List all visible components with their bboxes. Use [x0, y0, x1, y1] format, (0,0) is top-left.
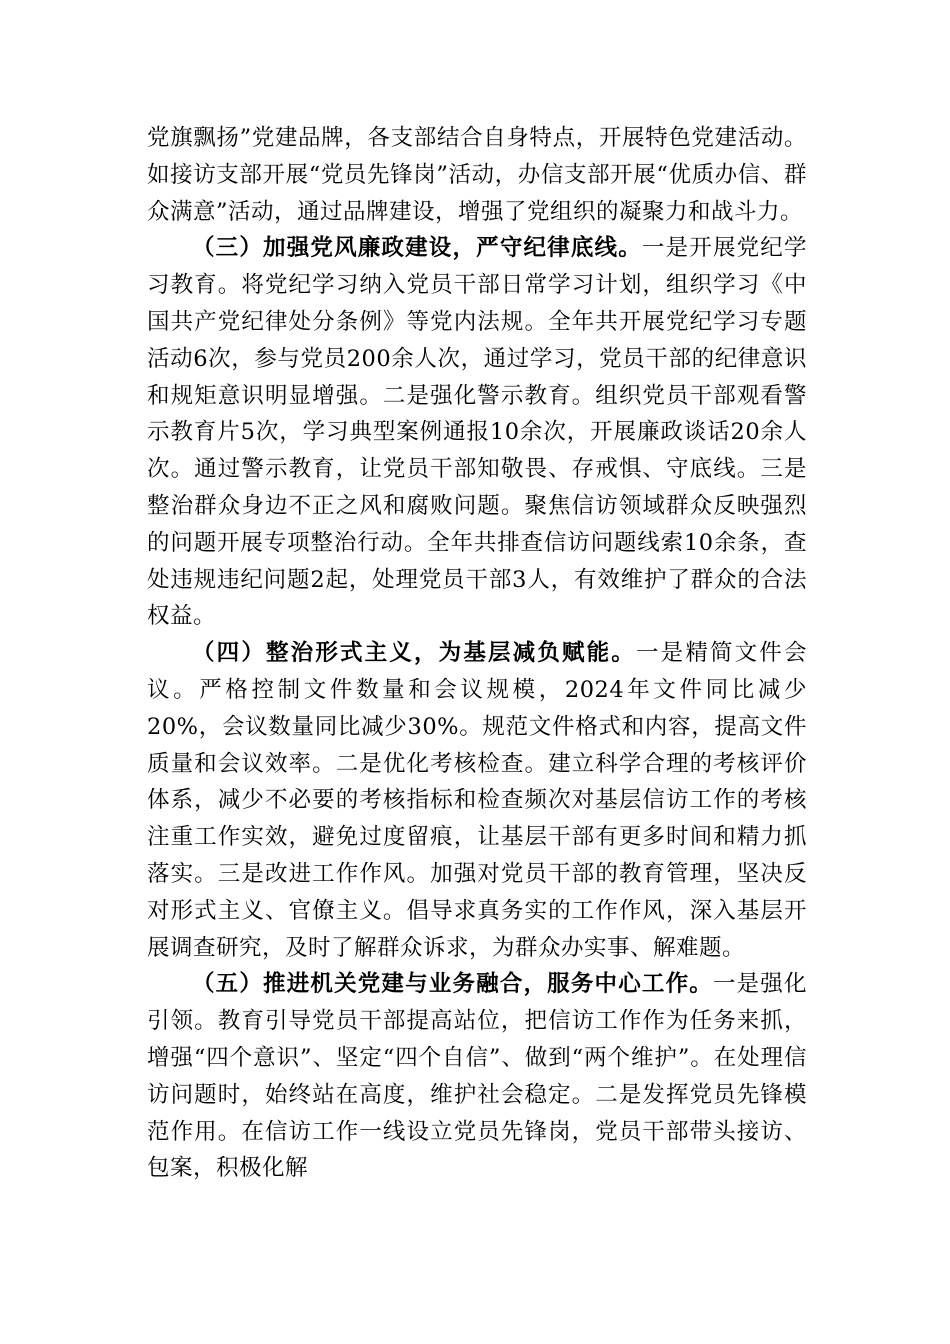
paragraph-party-brand	[147, 120, 807, 230]
paragraph-text: 一是开展党纪学习教育。将党纪学习纳入党员干部日常学习计划，组织学习《中国共产党纪律处分条例》等党内法规。全年共开展党纪学习专题活动6次，参与党员200余人次，通过学习，党员干部的纪律意识和规矩意识明显增强。二是强化警示教育。组织党员干部观看警示教育片5次，学习典型案例通报10余次，开展廉政谈话20余人次。通过警示教育，让党员干部知敬畏、存戒惧、守底线。三是整治群众身边不正之风和腐败问题。聚焦信访领域群众反映强烈的问题开展专项整治行动。全年共排查信访问题线索10余条，查处违规违纪问题2起，处理党员干部3人，有效维护了群众的合法权益。	[147, 235, 807, 630]
section-heading-5: （五）推进机关党建与业务融合，服务中心工作。	[192, 971, 713, 998]
paragraph-text: 一是精简文件会议。严格控制文件数量和会议规模，2024年文件同比减少20%，会议数量同比减少30%。规范文件格式和内容，提高文件质量和会议效率。二是优化考核检查。建立科学合理的考核评价体系，减少不必要的考核指标和检查频次对基层信访工作的考核注重工作实效，避免过度留痕，让基层干部有更多时间和精力抓落实。三是改进工作作风。加强对党员干部的教育管理，坚决反对形式主义、官僚主义。倡导求真务实的工作作风，深入基层开展调查研究，及时了解群众诉求，为群众办实事、解难题。	[147, 640, 807, 961]
paragraph-section-5	[147, 966, 807, 1187]
section-heading-4: （四）整治形式主义，为基层减负赋能。	[192, 640, 636, 667]
paragraph-text: 一是强化引领。教育引导党员干部提高站位，把信访工作作为任务来抓，增强“四个意识”、坚定“四个自信”、做到“两个维护”。在处理信访问题时，始终站在高度，维护社会稳定。二是发挥党员先锋模范作用。在信访工作一线设立党员先锋岗，党员干部带头接访、包案，积极化解	[147, 971, 807, 1182]
paragraph-text: 党旗飘扬”党建品牌，各支部结合自身特点，开展特色党建活动。如接访支部开展“党员先锋岗”活动，办信支部开展“优质办信、群众满意”活动，通过品牌建设，增强了党组织的凝聚力和战斗力。	[147, 125, 807, 225]
paragraph-section-3	[147, 230, 807, 635]
paragraph-section-4	[147, 635, 807, 966]
section-heading-3: （三）加强党风廉政建设，严守纪律底线。	[192, 235, 642, 262]
document-body	[147, 120, 807, 1187]
